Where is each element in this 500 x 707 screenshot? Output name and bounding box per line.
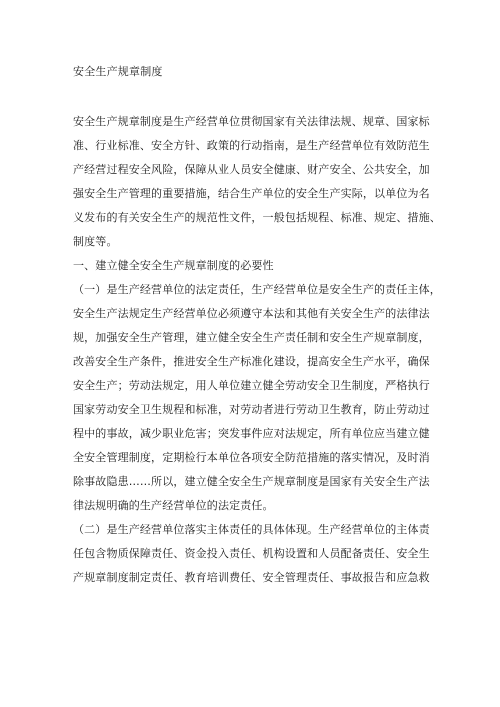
text-line: 安全生产；劳动法规定，用人单位建立健全劳动安全卫生制度，严格执行	[73, 379, 430, 392]
text-line: 规，加强安全生产管理，建立健全安全生产责任制和安全生产规章制度，	[73, 331, 430, 344]
document-body	[73, 110, 441, 590]
text-line: （二）是生产经营单位落实主体责任的具体体现。生产经营单位的主体责	[73, 523, 430, 536]
text-line: 强安全生产管理的重要措施，结合生产单位的安全生产实际，以单位为名	[73, 187, 430, 200]
text-line: 产经营过程安全风险，保障从业人员安全健康、财产安全、公共安全，加	[73, 163, 430, 176]
text-line: 准、行业标准、安全方针、政策的行动指南，是生产经营单位有效防范生	[73, 139, 430, 152]
section-heading-text: 一、建立健全安全生产规章制度的必要性	[73, 259, 274, 272]
section-heading	[73, 254, 433, 278]
text-line: 程中的事故，减少职业危害；突发事件应对法规定，所有单位应当建立健	[73, 427, 430, 440]
text-line: 产规章制度制定责任、教育培训费任、安全管理责任、事故报告和应急救	[73, 571, 430, 584]
text-line: （一）是生产经营单位的法定责任，生产经营单位是安全生产的责任主体，	[73, 283, 441, 296]
text-line: 全安全管理制度，定期检行本单位各项安全防范措施的落实情况，及时消	[73, 451, 430, 464]
text-line: 国家劳动安全卫生规程和标准，对劳动者进行劳动卫生教育，防止劳动过	[73, 403, 430, 416]
text-line: 改善安全生产条件，推进安全生产标准化建设，提高安全生产水平，确保	[73, 355, 430, 368]
text-line: 安全生产规章制度是生产经营单位贯彻国家有关法律法规、规章、国家标	[73, 115, 430, 128]
intro-paragraph	[73, 110, 441, 254]
document-title: 安全生产规章制度	[73, 65, 163, 78]
text-line: 制度等。	[73, 235, 118, 248]
text-line: 安全生产法规定生产经营单位必须遵守本法和其他有关安全生产的法律法	[73, 307, 430, 320]
text-line: 任包含物质保障责任、资金投入责任、机构设置和人员配备责任、安全生	[73, 547, 430, 560]
text-line: 义发布的有关安全生产的规范性文件，一般包括规程、标准、规定、措施、	[73, 211, 441, 224]
text-line: 除事故隐患……所以，建立健全安全生产规章制度是国家有关安全生产法	[73, 475, 430, 488]
point-one-paragraph	[73, 278, 441, 518]
point-two-paragraph	[73, 518, 433, 590]
text-line: 律法规明确的生产经营单位的法定责任。	[73, 499, 274, 512]
